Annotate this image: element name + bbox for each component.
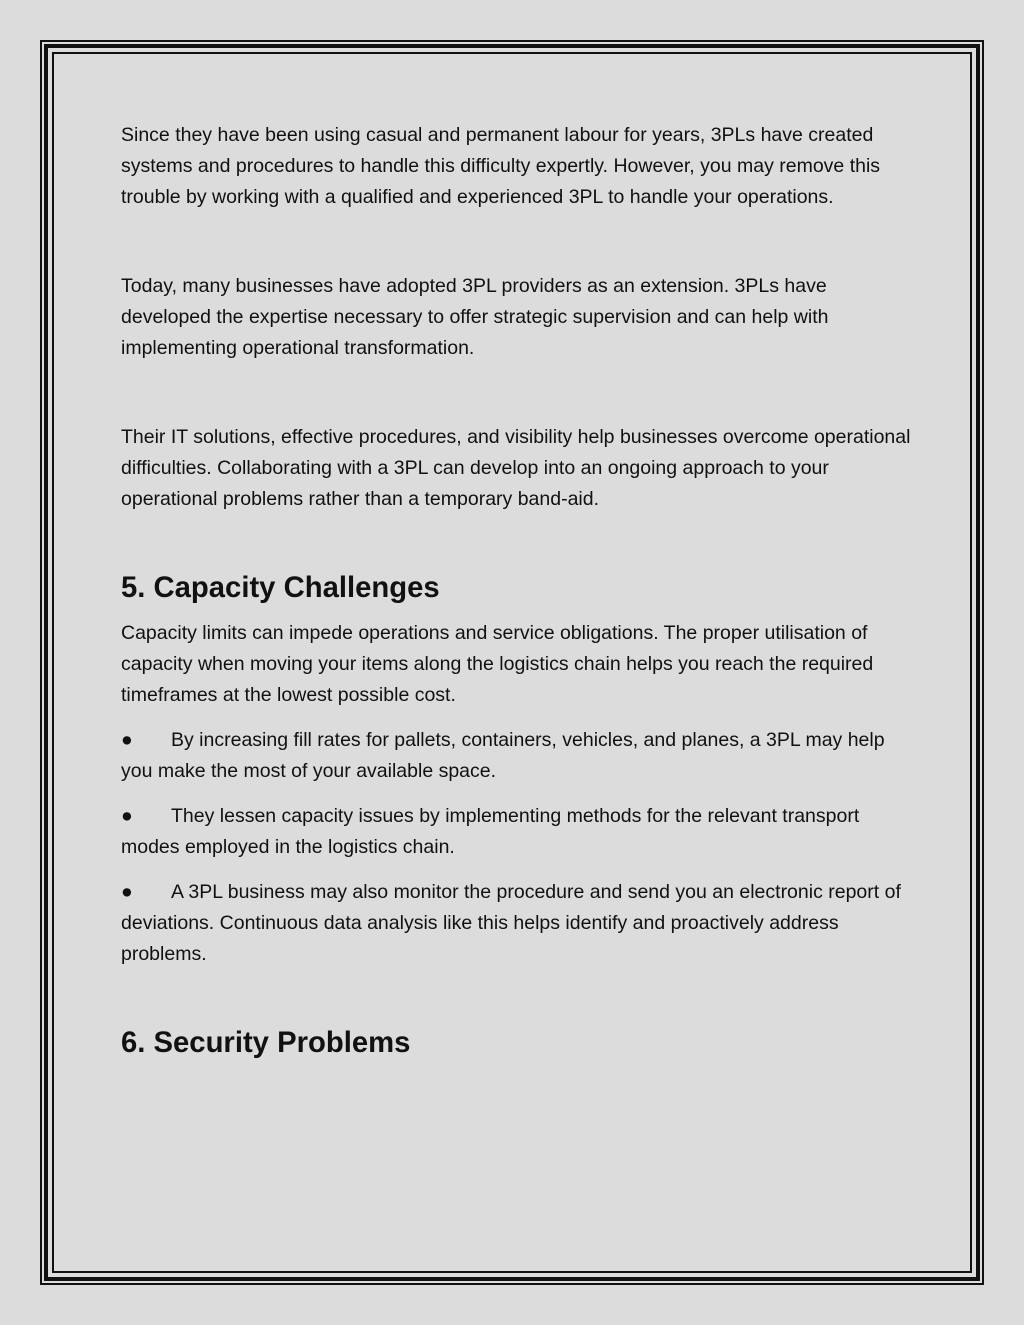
bullet-item xyxy=(121,725,911,787)
bullet-icon: ● xyxy=(121,805,133,827)
bullet-text: A 3PL business may also monitor the procedure and send you an electronic report of deviations. Continuous data analysis like this helps identify and proactively address problems. xyxy=(121,881,901,965)
paragraph-labour: Since they have been using casual and permanent labour for years, 3PLs have created systems and procedures to handle this difficulty expertly. However, you may remove this trouble by working with a qualified and experienced 3PL to handle your operations. xyxy=(121,124,881,208)
paragraph-adoption: Today, many businesses have adopted 3PL providers as an extension. 3PLs have developed the expertise necessary to offer strategic supervision and can help with implementing operational transformation. xyxy=(121,275,829,359)
bullet-item xyxy=(121,877,911,970)
paragraph-capacity-intro: Capacity limits can impede operations and service obligations. The proper utilisation of capacity when moving your items along the logistics chain helps you reach the required timeframes at the lowest possible cost. xyxy=(121,622,874,706)
bullet-text: By increasing fill rates for pallets, containers, vehicles, and planes, a 3PL may help you make the most of your available space. xyxy=(121,729,885,782)
paragraph-it-solutions: Their IT solutions, effective procedures, and visibility help businesses overcome operational difficulties. Collaborating with a 3PL can develop into an ongoing approach to your operational problems rather than a temporary band-aid. xyxy=(121,426,911,510)
bullet-text: They lessen capacity issues by implementing methods for the relevant transport modes employed in the logistics chain. xyxy=(121,805,860,858)
section-heading-capacity: 5. Capacity Challenges xyxy=(121,572,440,604)
bullet-item xyxy=(121,801,911,863)
section-heading-security: 6. Security Problems xyxy=(121,1027,411,1059)
bullet-icon: ● xyxy=(121,881,133,903)
bullet-icon: ● xyxy=(121,729,133,751)
document-body xyxy=(121,120,911,1059)
